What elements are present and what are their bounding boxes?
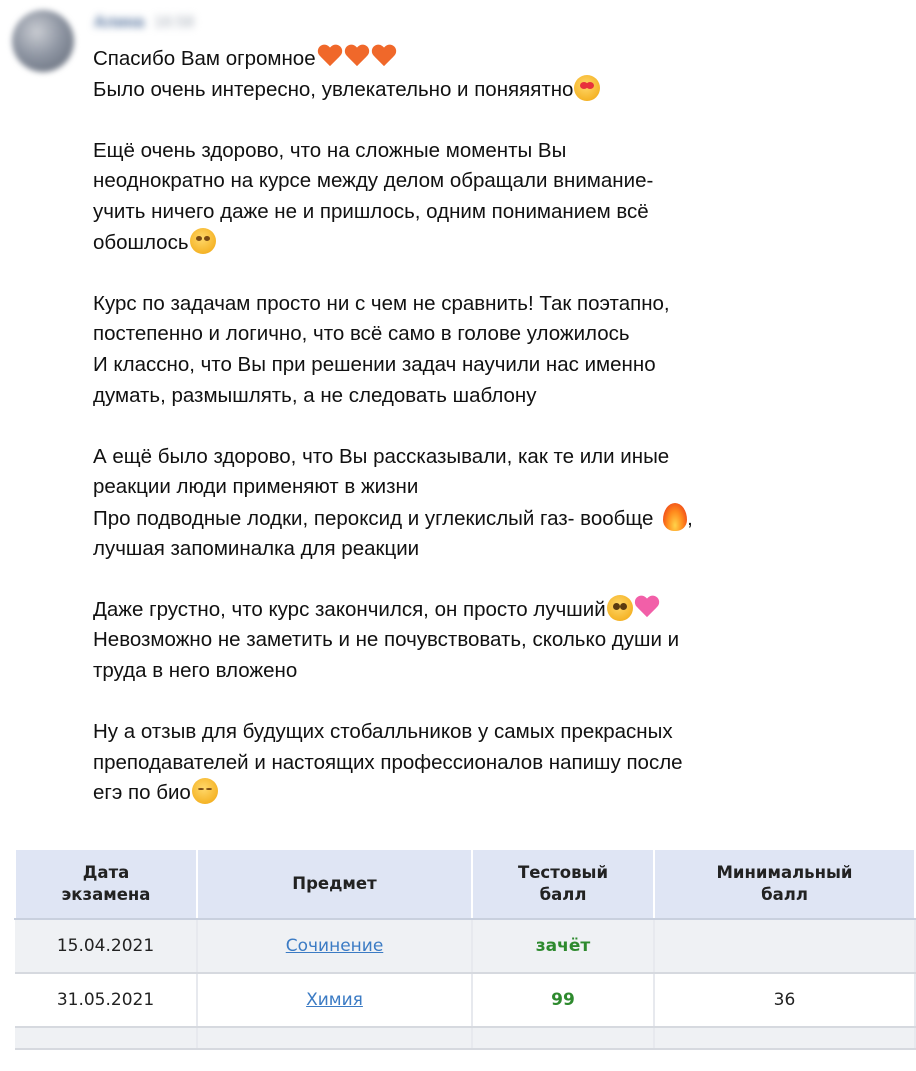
message-line-suffix: , <box>687 506 693 530</box>
message-blank-line <box>93 564 783 595</box>
message-line-text: Курс по задачам просто ни с чем не сравнить! Так поэтапно, <box>93 291 670 315</box>
header-subject: Предмет <box>197 849 472 919</box>
message-line-text: А ещё было здорово, что Вы рассказывали, как те или иные <box>93 444 670 468</box>
subject-link-essay[interactable]: Сочинение <box>197 919 472 973</box>
message-line-text: Ну а отзыв для будущих стобалльников у самых прекрасных <box>93 720 673 744</box>
heart-icon <box>344 45 370 69</box>
subject-link-chemistry[interactable]: Химия <box>197 973 472 1027</box>
message-blank-line <box>93 258 783 289</box>
cell-min-score <box>654 919 915 973</box>
heart-eyes-emoji-icon <box>574 75 600 101</box>
message-line <box>93 350 783 381</box>
heart-icon <box>371 45 397 69</box>
message-text <box>93 44 783 809</box>
sender-header <box>94 14 254 36</box>
message-line-text: лучшая запоминалка для реакции <box>93 536 420 560</box>
message-line <box>93 44 783 75</box>
table-row <box>15 973 915 1027</box>
table-row <box>15 919 915 973</box>
message-line-text: учить ничего даже не и пришлось, одним пониманием всё <box>93 199 649 223</box>
message-line <box>93 503 783 534</box>
message-line <box>93 778 783 809</box>
sender-name[interactable]: Алина <box>94 14 145 31</box>
message-line-text: И классно, что Вы при решении задач научили нас именно <box>93 352 656 376</box>
header-min-score: Минимальный балл <box>654 849 915 919</box>
message-line-text: Даже грустно, что курс закончился, он просто лучший <box>93 597 606 621</box>
message-line <box>93 442 783 473</box>
sender-avatar[interactable] <box>12 10 74 72</box>
message-line <box>93 319 783 350</box>
message-line-text: труда в него вложено <box>93 658 298 682</box>
message-line-text: Невозможно не заметить и не почувствовать, сколько души и <box>93 628 680 652</box>
message-line <box>93 595 783 626</box>
message-line <box>93 656 783 687</box>
cell-date: 31.05.2021 <box>15 973 197 1027</box>
message-line <box>93 136 783 167</box>
table-header-row <box>15 849 915 919</box>
cell-date: 15.04.2021 <box>15 919 197 973</box>
message-blank-line <box>93 686 783 717</box>
message-line <box>93 289 783 320</box>
message-line-text: обошлось <box>93 230 189 254</box>
message-line <box>93 748 783 779</box>
message-line-text: егэ по био <box>93 781 191 805</box>
message-line <box>93 228 783 259</box>
pink-heart-icon <box>634 596 660 620</box>
message-line <box>93 717 783 748</box>
message-line <box>93 197 783 228</box>
header-exam-date: Дата экзамена <box>15 849 197 919</box>
message-line-text: реакции люди применяют в жизни <box>93 475 419 499</box>
message-line-text: Спасибо Вам огромное <box>93 47 316 70</box>
message-line <box>93 472 783 503</box>
message-line <box>93 625 783 656</box>
pleading-face-icon <box>607 595 633 621</box>
message-line-text: Про подводные лодки, пероксид и углекислый газ- вообще <box>93 506 660 530</box>
message-line <box>93 75 783 106</box>
message-line <box>93 534 783 565</box>
message-line-text: Было очень интересно, увлекательно и поняяятно <box>93 77 574 101</box>
fire-icon <box>663 503 687 531</box>
message-time: 16:58 <box>154 14 195 31</box>
message-line-text: постепенно и логично, что всё само в голове уложилось <box>93 322 630 346</box>
exam-results-table <box>14 848 916 1050</box>
message-blank-line <box>93 411 783 442</box>
message-line <box>93 166 783 197</box>
cell-score: зачёт <box>472 919 654 973</box>
relieved-face-icon <box>192 778 218 804</box>
exam-results-table-wrapper <box>14 848 853 1040</box>
message-line <box>93 381 783 412</box>
header-test-score: Тестовый балл <box>472 849 654 919</box>
message-blank-line <box>93 105 783 136</box>
heart-icon <box>317 45 343 69</box>
cell-min-score: 36 <box>654 973 915 1027</box>
grinning-face-icon <box>190 228 216 254</box>
message-line-text: преподавателей и настоящих профессионалов напишу после <box>93 750 683 774</box>
message-line-text: неоднократно на курсе между делом обращали внимание- <box>93 169 654 193</box>
message-line-text: думать, размышлять, а не следовать шаблону <box>93 383 537 407</box>
table-row <box>15 1027 915 1049</box>
message-line-text: Ещё очень здорово, что на сложные моменты Вы <box>93 138 567 162</box>
cell-score: 99 <box>472 973 654 1027</box>
